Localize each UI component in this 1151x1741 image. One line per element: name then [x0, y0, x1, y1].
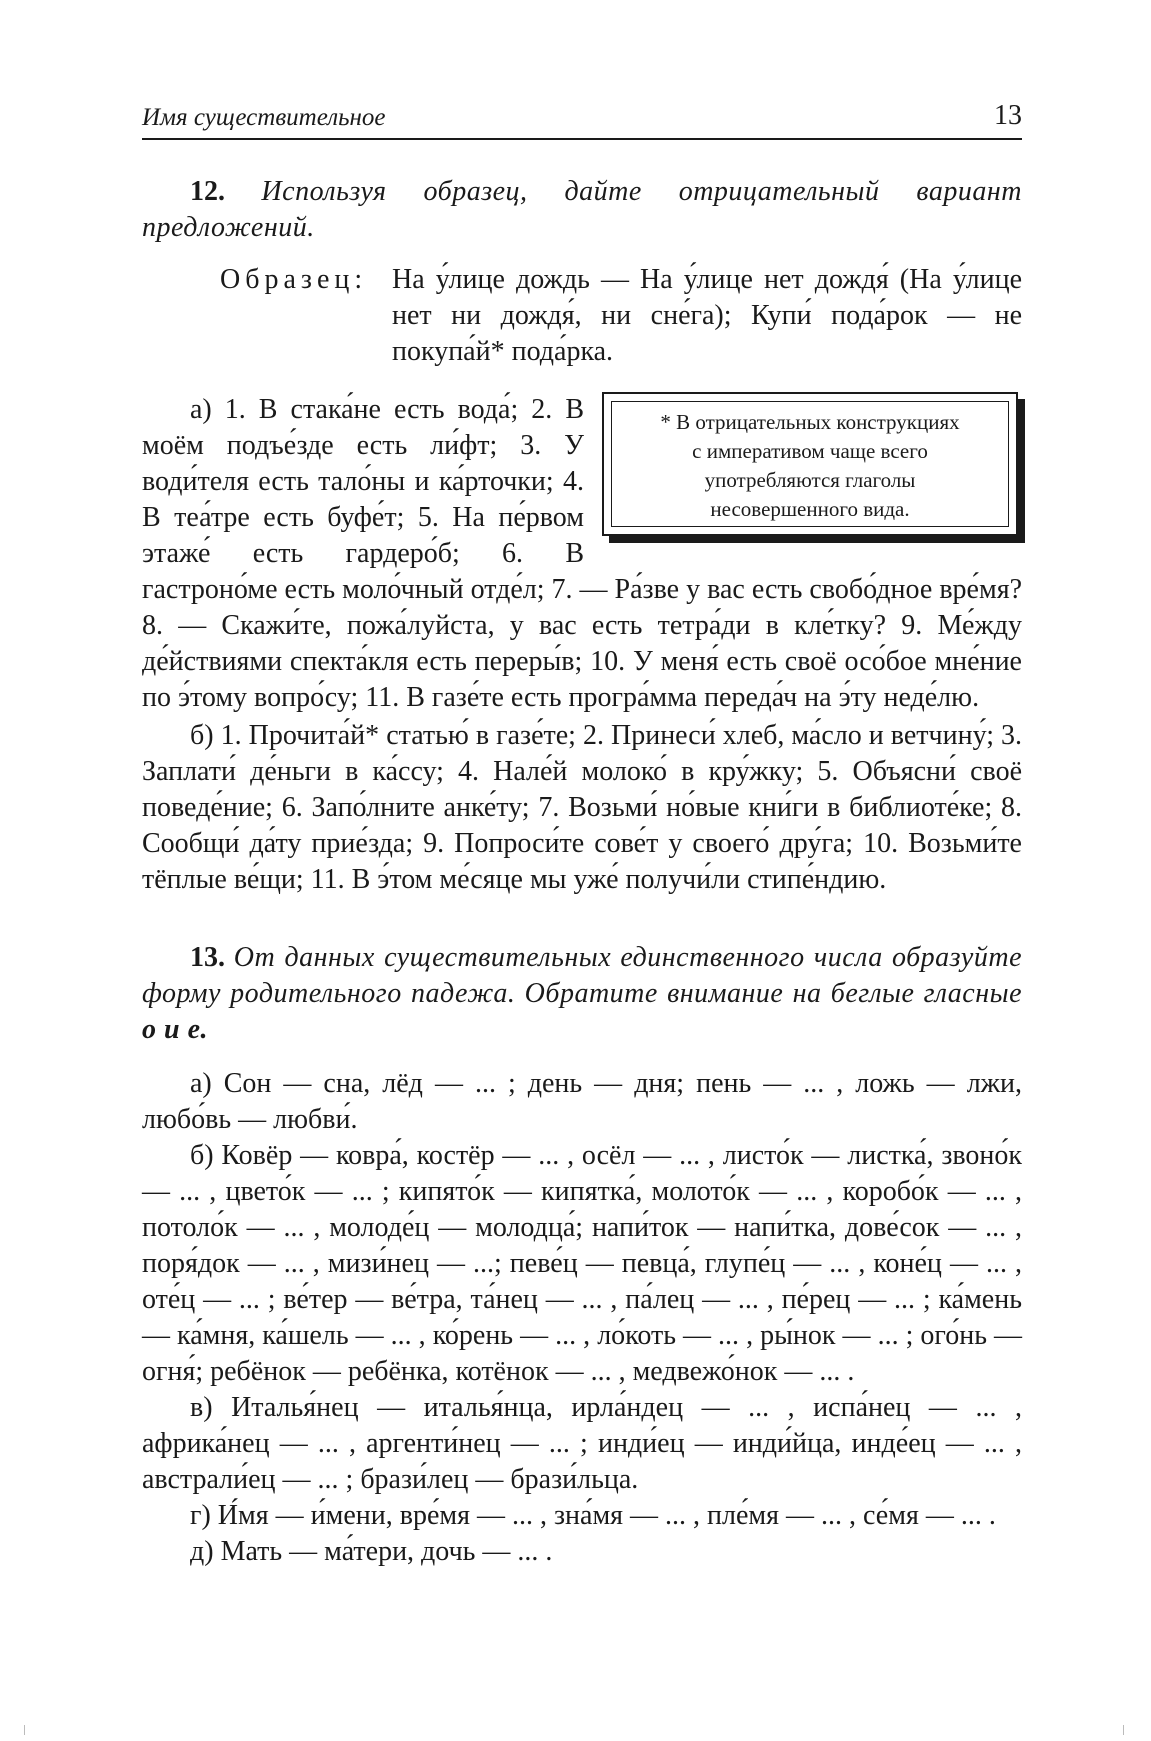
- task-13-heading: [142, 940, 1022, 1048]
- task-13-instruction: От данных существительных единственного числа образуйте форму родительного падежа. Обратите внимание на беглые гласные: [142, 942, 1022, 1009]
- task-12-sample: [220, 262, 1022, 370]
- task-13-exercises: [142, 1066, 1022, 1570]
- task-12-part-a-block: [142, 392, 1022, 716]
- sample-text: На у́лице дождь — На у́лице нет дождя́ (На у́лице нет ни дождя́, ни сне́га); Купи́ пода́рок — не покупа́й* пода́рка.: [392, 264, 1022, 367]
- crop-mark: [1123, 1725, 1124, 1735]
- footnote-text: [611, 401, 1009, 527]
- task-12-heading: [142, 174, 1022, 246]
- task-13-part-d: д) Мать — ма́тери, дочь — ... .: [190, 1536, 553, 1567]
- task-13-part-b: б) Ковёр — ковра́, костёр — ... , осёл — ... , листо́к — листка́, звоно́к — ... , цвето́к — ... ; кипято́к — кипятка́, молото́к — ... , коробо́к — ... , потоло́к — ... , молоде́ц — молодца́; напи́ток — напи́тка, дове́сок — ... , поря́док — ... , мизи́нец — ...; певе́ц — певца́, глупе́ц — ... , коне́ц — ... , оте́ц — ... ; ве́тер — ве́тра, та́нец — ... , па́лец — ... , пе́рец — ... ; ка́мень — ка́мня, ка́шель — ... , ко́рень — ... , ло́коть — ... , ры́нок — ... ; ого́нь — огня́; ребёнок — ребёнка, котёнок — ... , медвежо́нок — ... .: [142, 1140, 1022, 1387]
- crop-mark: [24, 1725, 25, 1735]
- task-13-number: 13.: [190, 942, 225, 973]
- footnote-line: * В отрицательных конструкциях: [660, 410, 960, 434]
- task-12-instruction: Используя образец, дайте отрицательный вариант предложений.: [142, 176, 1022, 243]
- page-number: 13: [994, 100, 1022, 131]
- sample-label: Образец:: [220, 264, 368, 295]
- footnote-box: [602, 392, 1022, 540]
- footnote-frame: [602, 392, 1018, 536]
- task-12-part-a: а) 1. В стака́не есть вода́; 2. В моём подъе́зде есть ли́фт; 3. У води́теля есть тало́ны и ка́рточки; 4. В теа́тре есть буфе́т; 5. На пе́рвом этаже́ есть гардеро́б; 6. В гастроно́ме есть моло́чный отде́л; 7. — Ра́зве у вас есть свобо́дное вре́мя? 8. — Скажи́те, пожа́луйста, у вас есть тетра́ди в кле́тку? 9. Ме́жду де́йствиями спекта́кля есть переры́в; 10. У меня́ есть своё осо́бое мне́ние по э́тому вопро́су; 11. В газе́те есть програ́мма переда́ч на э́ту неде́лю.: [142, 394, 1022, 713]
- task-13-part-a: а) Сон — сна, лёд — ... ; день — дня; пень — ... , ложь — лжи, любо́вь — любви́.: [142, 1068, 1022, 1135]
- footnote-line: несовершенного вида.: [710, 497, 910, 521]
- running-header: [142, 100, 1022, 140]
- task-13-part-v: в) Италья́нец — италья́нца, ирла́ндец — ... , испа́нец — ... , африка́нец — ... , аргенти́нец — ... ; инди́ец — инди́йца, инде́ец — ... , австрали́ец — ... ; брази́лец — брази́льца.: [142, 1392, 1022, 1495]
- footnote-line: употребляются глаголы: [704, 468, 916, 492]
- task-12-number: 12.: [190, 176, 225, 207]
- task-13-vowels: о и е.: [142, 1014, 208, 1045]
- task-12-part-b: б) 1. Прочита́й* статью́ в газе́те; 2. Принеси́ хлеб, ма́сло и ветчину́; 3. Заплати́ де́ньги в ка́ссу; 4. Нале́й молоко́ в кру́жку; 5. Объясни́ своё поведе́ние; 6. Запо́лните анке́ту; 7. Возьми́ но́вые кни́ги в библиоте́ке; 8. Сообщи́ да́ту прие́зда; 9. Попроси́те сове́т у своего́ дру́га; 10. Возьми́те тёплые ве́щи; 11. В э́том ме́сяце мы уже́ получи́ли стипе́ндию.: [142, 720, 1022, 895]
- task-13-part-g: г) И́мя — и́мени, вре́мя — ... , зна́мя — ... , пле́мя — ... , се́мя — ... .: [190, 1500, 996, 1531]
- footnote-line: с императивом чаще всего: [692, 439, 928, 463]
- section-title: Имя существительное: [142, 104, 386, 131]
